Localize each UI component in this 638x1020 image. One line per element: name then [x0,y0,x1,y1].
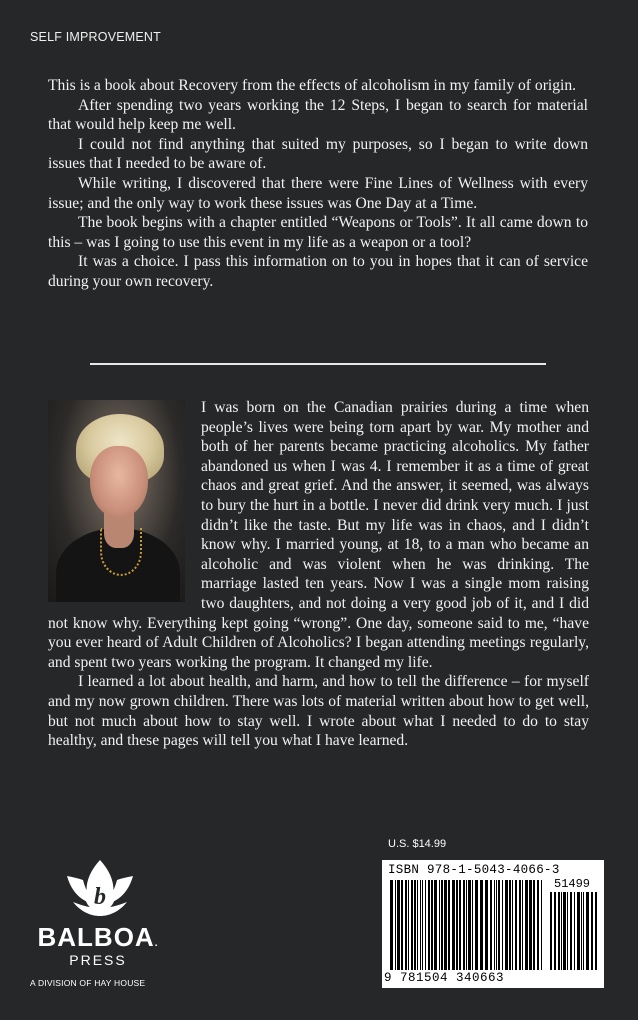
barcode-bar [512,880,513,970]
description-paragraph: After spending two years working the 12 Steps, I began to search for material that would help keep me well. [48,96,588,134]
barcode-bar [533,880,535,970]
barcode-bar [472,880,473,970]
barcode-bar [525,880,528,970]
addon-barcode-bars [550,892,600,970]
barcode-bar [425,880,426,970]
barcode-bar [574,892,575,970]
description-paragraph: I could not find anything that suited my purposes, so I began to write down issues that I needed to be aware of. [48,135,588,173]
lotus-icon [63,858,137,920]
barcode-bar [505,880,508,970]
author-bio [48,398,589,751]
barcode-bar [522,880,523,970]
barcode-bar [405,880,407,970]
barcode-bar [456,880,458,970]
barcode-bar [485,880,488,970]
barcode-bar [420,880,421,970]
barcode-bar [529,880,532,970]
barcode-bar [397,880,400,970]
barcode-bar [581,892,582,970]
barcode-bar [411,880,413,970]
barcode-bar [586,892,589,970]
description-paragraph: While writing, I discovered that there were Fine Lines of Wellness with every issue; and the only way to work these issues was One Day at a Time. [48,174,588,212]
author-photo [48,400,185,602]
barcode-bar [480,880,483,970]
barcode-bar [417,880,418,970]
barcode-bar [395,880,396,970]
barcode-bar [459,880,461,970]
price-code: 51499 [554,877,591,891]
description-paragraph: The book begins with a chapter entitled “Weapons or Tools”. It all came down to this – was I going to use this event in my life as a weapon or a tool? [48,214,588,251]
section-divider [90,363,546,365]
svg-text:b: b [94,884,106,910]
barcode-bar [452,880,455,970]
isbn-barcode [382,860,604,988]
barcode-bar [408,880,409,970]
barcode-bar [554,892,556,970]
barcode-bar [490,880,492,970]
barcode-bar [558,892,560,970]
bio-paragraph: I was born on the Canadian prairies during a time when people’s lives were being torn apart by war. My mother and both of her parents became practicing alcoholics. My father abandoned us when I was 4. I remember it as a time of great chaos and great grief. And the answer, it seemed, was always to bury the hurt in a bottle. I never did drink very much. I just didn’t like the taste. But my life was in chaos, and I didn’t know why. I married young, at 18, to a man who became an alcoholic and was violent when he was drinking. The marriage lasted ten years. Now I was a single mom raising two daughters, and not doing a very good job of it, and I did not know why. Everything kept going “wrong”. One day, someone said to me, “have you ever heard of Adult Children of Alcoholics? I began attending meetings regularly, and spent two years working the program. It changed my life. [48,399,589,671]
barcode-bar [515,880,517,970]
barcode-bars [390,880,546,970]
ean-number: 9 781504 340663 [384,971,505,985]
price-label: U.S. $14.99 [388,838,447,850]
description-paragraph: It was a choice. I pass this information on to you in hopes that it can of service during your own recovery. [48,253,588,290]
barcode-bar [439,880,440,970]
isbn-number: ISBN 978-1-5043-4066-3 [388,863,560,877]
publisher-division: A DIVISION OF HAY HOUSE [30,978,146,988]
barcode-bar [570,892,572,970]
book-description [48,76,588,292]
barcode-bar [591,892,593,970]
barcode-bar [428,880,430,970]
barcode-bar [563,892,566,970]
bio-paragraph: I learned a lot about health, and harm, and how to tell the difference – for myself and my now grown children. There was lots of material written about how to get well, but not much about how to stay well. I wrote about what I needed to do to stay healthy, and these pages will tell you what I have learned. [48,673,589,750]
publisher-imprint: PRESS [69,952,127,968]
barcode-bar [595,892,597,970]
barcode-bar [444,880,447,970]
barcode-bar [541,880,542,970]
barcode-bar [390,880,393,970]
barcode-bar [498,880,500,970]
barcode-bar [434,880,437,970]
barcode-bar [567,892,568,970]
publisher-logo [28,858,178,998]
barcode-bar [519,880,521,970]
barcode-bar [502,880,503,970]
barcode-bar [463,880,465,970]
barcode-bar [475,880,478,970]
barcode-bar [561,892,562,970]
barcode-bar [496,880,497,970]
barcode-bar [494,880,495,970]
barcode-bar [401,880,403,970]
publisher-name: BALBOA. [37,922,159,952]
barcode-bar [537,880,539,970]
barcode-bar [583,892,584,970]
description-paragraph: This is a book about Recovery from the effects of alcoholism in my family of origin. [48,77,577,94]
barcode-bar [468,880,471,970]
barcode-bar [431,880,433,970]
barcode-bar [414,880,416,970]
barcode-bar [577,892,580,970]
barcode-bar [509,880,511,970]
category-label: SELF IMPROVEMENT [30,30,161,44]
barcode-bar [448,880,450,970]
barcode-bar [422,880,423,970]
barcode-bar [466,880,467,970]
barcode-bar [550,892,552,970]
barcode-bar [441,880,443,970]
